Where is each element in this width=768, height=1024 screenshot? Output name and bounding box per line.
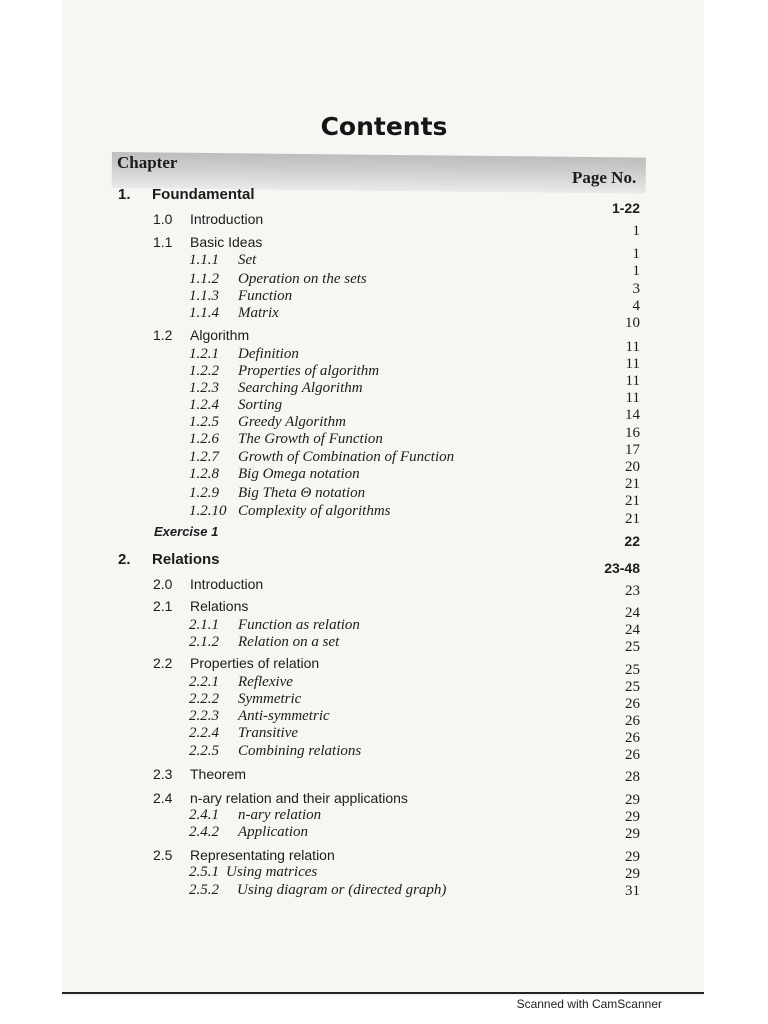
page-number-row [0,747,768,767]
page-number: 29 [625,792,640,808]
subsection-title: Sorting [238,397,283,413]
page-title: Contents [320,112,448,141]
subsection-title: Complexity of algorithms [238,503,391,519]
page-number: 29 [625,849,640,865]
section-number: 1.1 [153,234,173,250]
exercise-title: Exercise 1 [154,524,219,539]
section-title: Theorem [190,766,247,782]
subsection-number: 2.2.2 [189,691,219,707]
page-number: 11 [625,356,640,372]
section-title: Representating relation [190,847,335,863]
chapter-pages: 1-22 [611,200,640,216]
chapter-pages: 23-48 [604,560,640,576]
page-number-column-label: Page No. [572,168,637,187]
subsection-title: Definition [238,346,299,362]
subsection-title: The Growth of Function [238,431,383,447]
section-number: 2.1 [153,598,173,614]
subsection-number: 1.2.6 [189,431,219,447]
subsection-number: 1.2.8 [189,466,219,482]
page-number: 21 [625,476,640,492]
section-number: 2.5 [153,847,173,863]
page-number: 24 [625,605,640,621]
page-number: 21 [625,493,640,509]
page-number: 29 [625,826,640,842]
section-title: n-ary relation and their applications [190,790,408,806]
section-number: 1.0 [153,211,173,227]
page-number: 26 [625,696,640,712]
subsection-number: 1.2.10 [189,503,227,519]
subsection-number: 2.1.2 [189,634,219,650]
page-number: 17 [625,442,640,458]
subsection-title: Using diagram or (directed graph) [237,882,447,898]
subsection-number: 2.1.1 [189,617,219,633]
page-number: 31 [625,883,640,899]
page-number: 11 [625,339,640,355]
chapter-number: 2. [118,551,131,568]
page-number-row [0,826,768,846]
chapter-title: Relations [152,551,220,568]
page-number: 1 [632,263,640,279]
subsection-number: 1.2.2 [189,363,219,379]
subsection-number: 2.2.3 [189,708,219,724]
page-number-row [0,883,768,903]
section-number: 2.0 [153,576,173,592]
subsection-number: 1.1.4 [189,305,219,321]
page-number: 26 [625,713,640,729]
subsection-number: 1.2.7 [189,449,219,465]
section-number: 2.2 [153,655,173,671]
subsection-number: 1.2.3 [189,380,219,396]
subsection-title: Greedy Algorithm [238,414,346,430]
subsection-title: n-ary relation [238,807,322,823]
chapter-title: Foundamental [152,186,255,203]
subsection-title: Reflexive [238,674,293,690]
page-number: 23 [625,583,640,599]
subsection-number: 2.2.4 [189,725,219,741]
page-number: 3 [632,281,640,297]
page-number: 29 [625,866,640,882]
subsection-number: 1.1.3 [189,288,219,304]
subsection-title: Set [238,252,257,268]
subsection-number: 2.2.1 [189,674,219,690]
page-number: 25 [625,662,640,678]
section-number: 1.2 [153,327,173,343]
page-number: 1 [632,246,640,262]
section-number: 2.3 [153,766,173,782]
subsection-title: Using matrices [226,864,318,880]
page-number: 10 [625,315,640,331]
subsection-number: 2.5.2 [189,882,219,898]
page-number: 11 [625,373,640,389]
page-number: 1 [632,223,640,239]
page-number: 29 [625,809,640,825]
subsection-title: Properties of algorithm [238,363,380,379]
page-number: 22 [624,533,640,549]
subsection-number: 1.2.4 [189,397,219,413]
chapter-column-label: Chapter [117,153,178,172]
page-number: 25 [625,679,640,695]
subsection-title: Relation on a set [238,634,340,650]
subsection-title: Transitive [238,725,299,741]
subsection-title: Growth of Combination of Function [238,449,455,465]
subsection-number: 1.1.2 [189,271,219,287]
subsection-number: 1.2.5 [189,414,219,430]
page-number: 11 [625,390,640,406]
page-number: 28 [625,769,640,785]
subsection-title: Function as relation [238,617,360,633]
subsection-number: 2.5.1 [189,864,219,880]
section-title: Introduction [190,576,264,592]
page-number-row [0,533,768,553]
section-title: Introduction [190,211,264,227]
subsection-title: Searching Algorithm [238,380,363,396]
page-number: 24 [625,622,640,638]
section-title: Algorithm [190,327,250,343]
section-title: Basic Ideas [190,234,263,250]
subsection-title: Big Theta Θ notation [238,485,366,501]
page-number: 21 [625,511,640,527]
subsection-number: 2.4.1 [189,807,219,823]
section-number: 2.4 [153,790,173,806]
scanner-watermark: Scanned with CamScanner [516,997,662,1011]
section-title: Properties of relation [190,655,320,671]
page-number: 26 [625,747,640,763]
chapter-number: 1. [118,186,131,203]
subsection-number: 1.1.1 [189,252,219,268]
subsection-title: Matrix [238,305,279,321]
page-number: 4 [632,298,640,314]
page-number: 16 [625,425,640,441]
subsection-number: 2.2.5 [189,743,219,759]
subsection-number: 2.4.2 [189,824,219,840]
subsection-number: 1.2.9 [189,485,219,501]
page-number: 25 [625,639,640,655]
subsection-number: 1.2.1 [189,346,219,362]
subsection-title: Application [238,824,308,840]
subsection-title: Function [238,288,293,304]
page-number: 14 [625,407,640,423]
page-number: 20 [625,459,640,475]
page-number: 26 [625,730,640,746]
footer-divider [62,992,704,994]
subsection-title: Big Omega notation [238,466,360,482]
page-number-row [0,769,768,789]
section-title: Relations [190,598,249,614]
subsection-title: Operation on the sets [238,271,367,287]
subsection-title: Combining relations [238,743,362,759]
subsection-title: Symmetric [238,691,302,707]
subsection-title: Anti-symmetric [238,708,330,724]
